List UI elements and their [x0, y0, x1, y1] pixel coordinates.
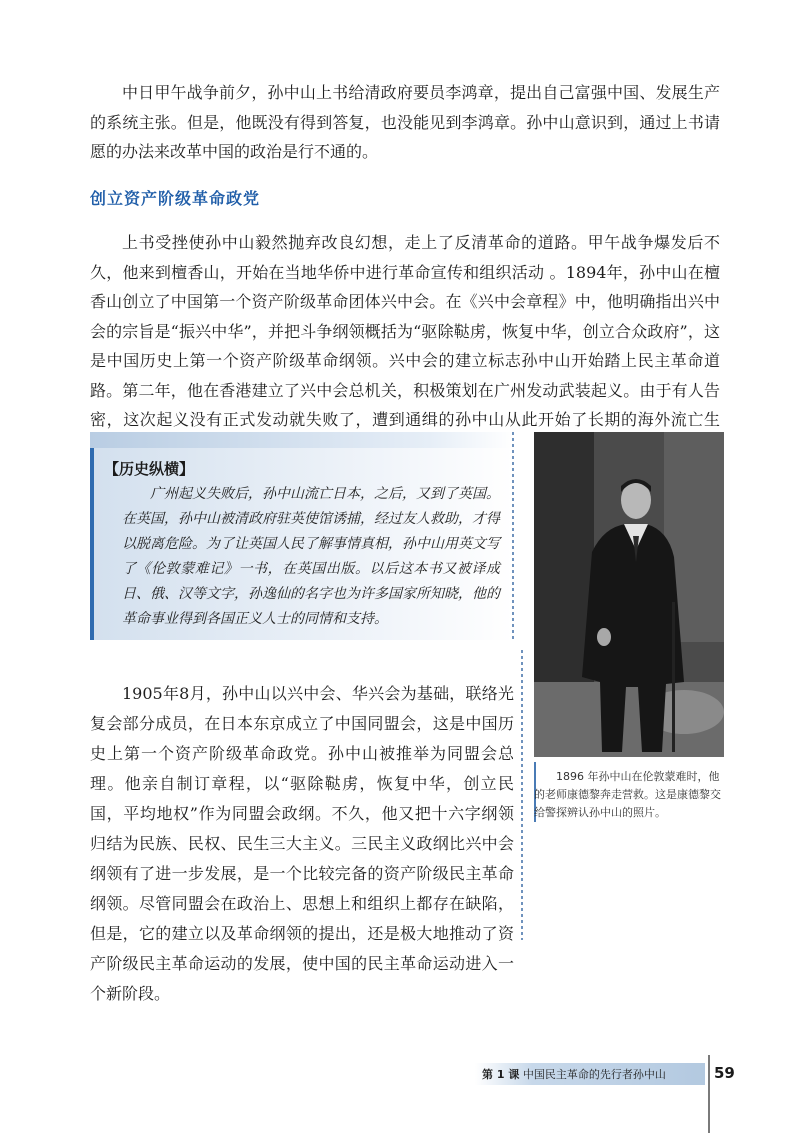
footer-lesson: [482, 1066, 666, 1082]
sun-yatsen-portrait-photo: [534, 432, 724, 757]
sidebar-banner: [90, 432, 514, 448]
sidebar-title: 【历史纵横】: [104, 460, 195, 478]
page-number: 59: [714, 1064, 735, 1082]
paragraph-xingzhonghui: 上书受挫使孙中山毅然抛弃改良幻想，走上了反清革命的道路。甲午战争爆发后不久，他来到檀香山，开始在当地华侨中进行革命宣传和组织活动 。1894年，孙中山在檀香山创立了中国第一个资产阶级革命团体兴中会。在《兴中会章程》中，他明确指出兴中会的宗旨是“振兴中华”，并把斗争纲领概括为“驱除鞑虏，恢复中华，创立合众政府”，这是中国历史上第一个资产阶级革命纲领。兴中会的建立标志孙中山开始踏上民主革命道路。第二年，他在香港建立了兴中会总机关，积极策划在广州发动武装起义。由于有人告密，这次起义没有正式发动就失败了，遭到通缉的孙中山从此开始了长期的海外流亡生: [90, 233, 720, 429]
sidebar-body: 广州起义失败后，孙中山流亡日本，之后，又到了英国。在英国，孙中山被清政府驻英使馆诱捕，经过友人救助，才得以脱离危险。为了让英国人民了解事情真相，孙中山用英文写了《伦敦蒙难记》一书，在英国出版。以后这本书又被译成日、俄、汉等文字，孙逸仙的名字也为许多国家所知晓，他的革命事业得到各国正义人士的同情和支持。: [122, 486, 500, 627]
footer-divider-line: [708, 1055, 710, 1133]
paragraph-intro: 中日甲午战争前夕，孙中山上书给清政府要员李鸿章，提出自己富强中国、发展生产的系统主张。但是，他既没有得到答复，也没能见到李鸿章。孙中山意识到，通过上书请愿的办法来改革中国的政治是行不通的。: [90, 83, 720, 161]
photo-caption: 1896 年孙中山在伦敦蒙难时，他的老师康德黎奔走营救。这是康德黎交给警探辨认孙中山的照片。: [534, 770, 721, 819]
sidebar-dotted-edge: [512, 432, 514, 640]
lesson-number: 第 1 课: [482, 1068, 520, 1081]
paragraph-tongmenghui: 1905年8月，孙中山以兴中会、华兴会为基础，联络光复会部分成员，在日本东京成立了中国同盟会，这是中国历史上第一个资产阶级革命政党。孙中山被推举为同盟会总理。他亲自制订章程，以“驱除鞑虏，恢复中华，创立民国，平均地权”作为同盟会政纲。不久，他又把十六字纲领归结为民族、民权、民生三大主义。三民主义政纲比兴中会纲领有了进一步发展，是一个比较完备的资产阶级民主革命纲领。尽管同盟会在政治上、思想上和组织上都存在缺陷，但是，它的建立以及革命纲领的提出，还是极大地推动了资产阶级民主革命运动的发展，使中国的民主革命运动进入一个新阶段。: [90, 684, 514, 1003]
lesson-title: 中国民主革命的先行者孙中山: [522, 1068, 666, 1081]
column-divider: [521, 650, 523, 940]
portrait-illustration: [534, 432, 724, 757]
history-sidebar-box: [90, 432, 514, 640]
section-title: 创立资产阶级革命政党: [90, 189, 261, 208]
